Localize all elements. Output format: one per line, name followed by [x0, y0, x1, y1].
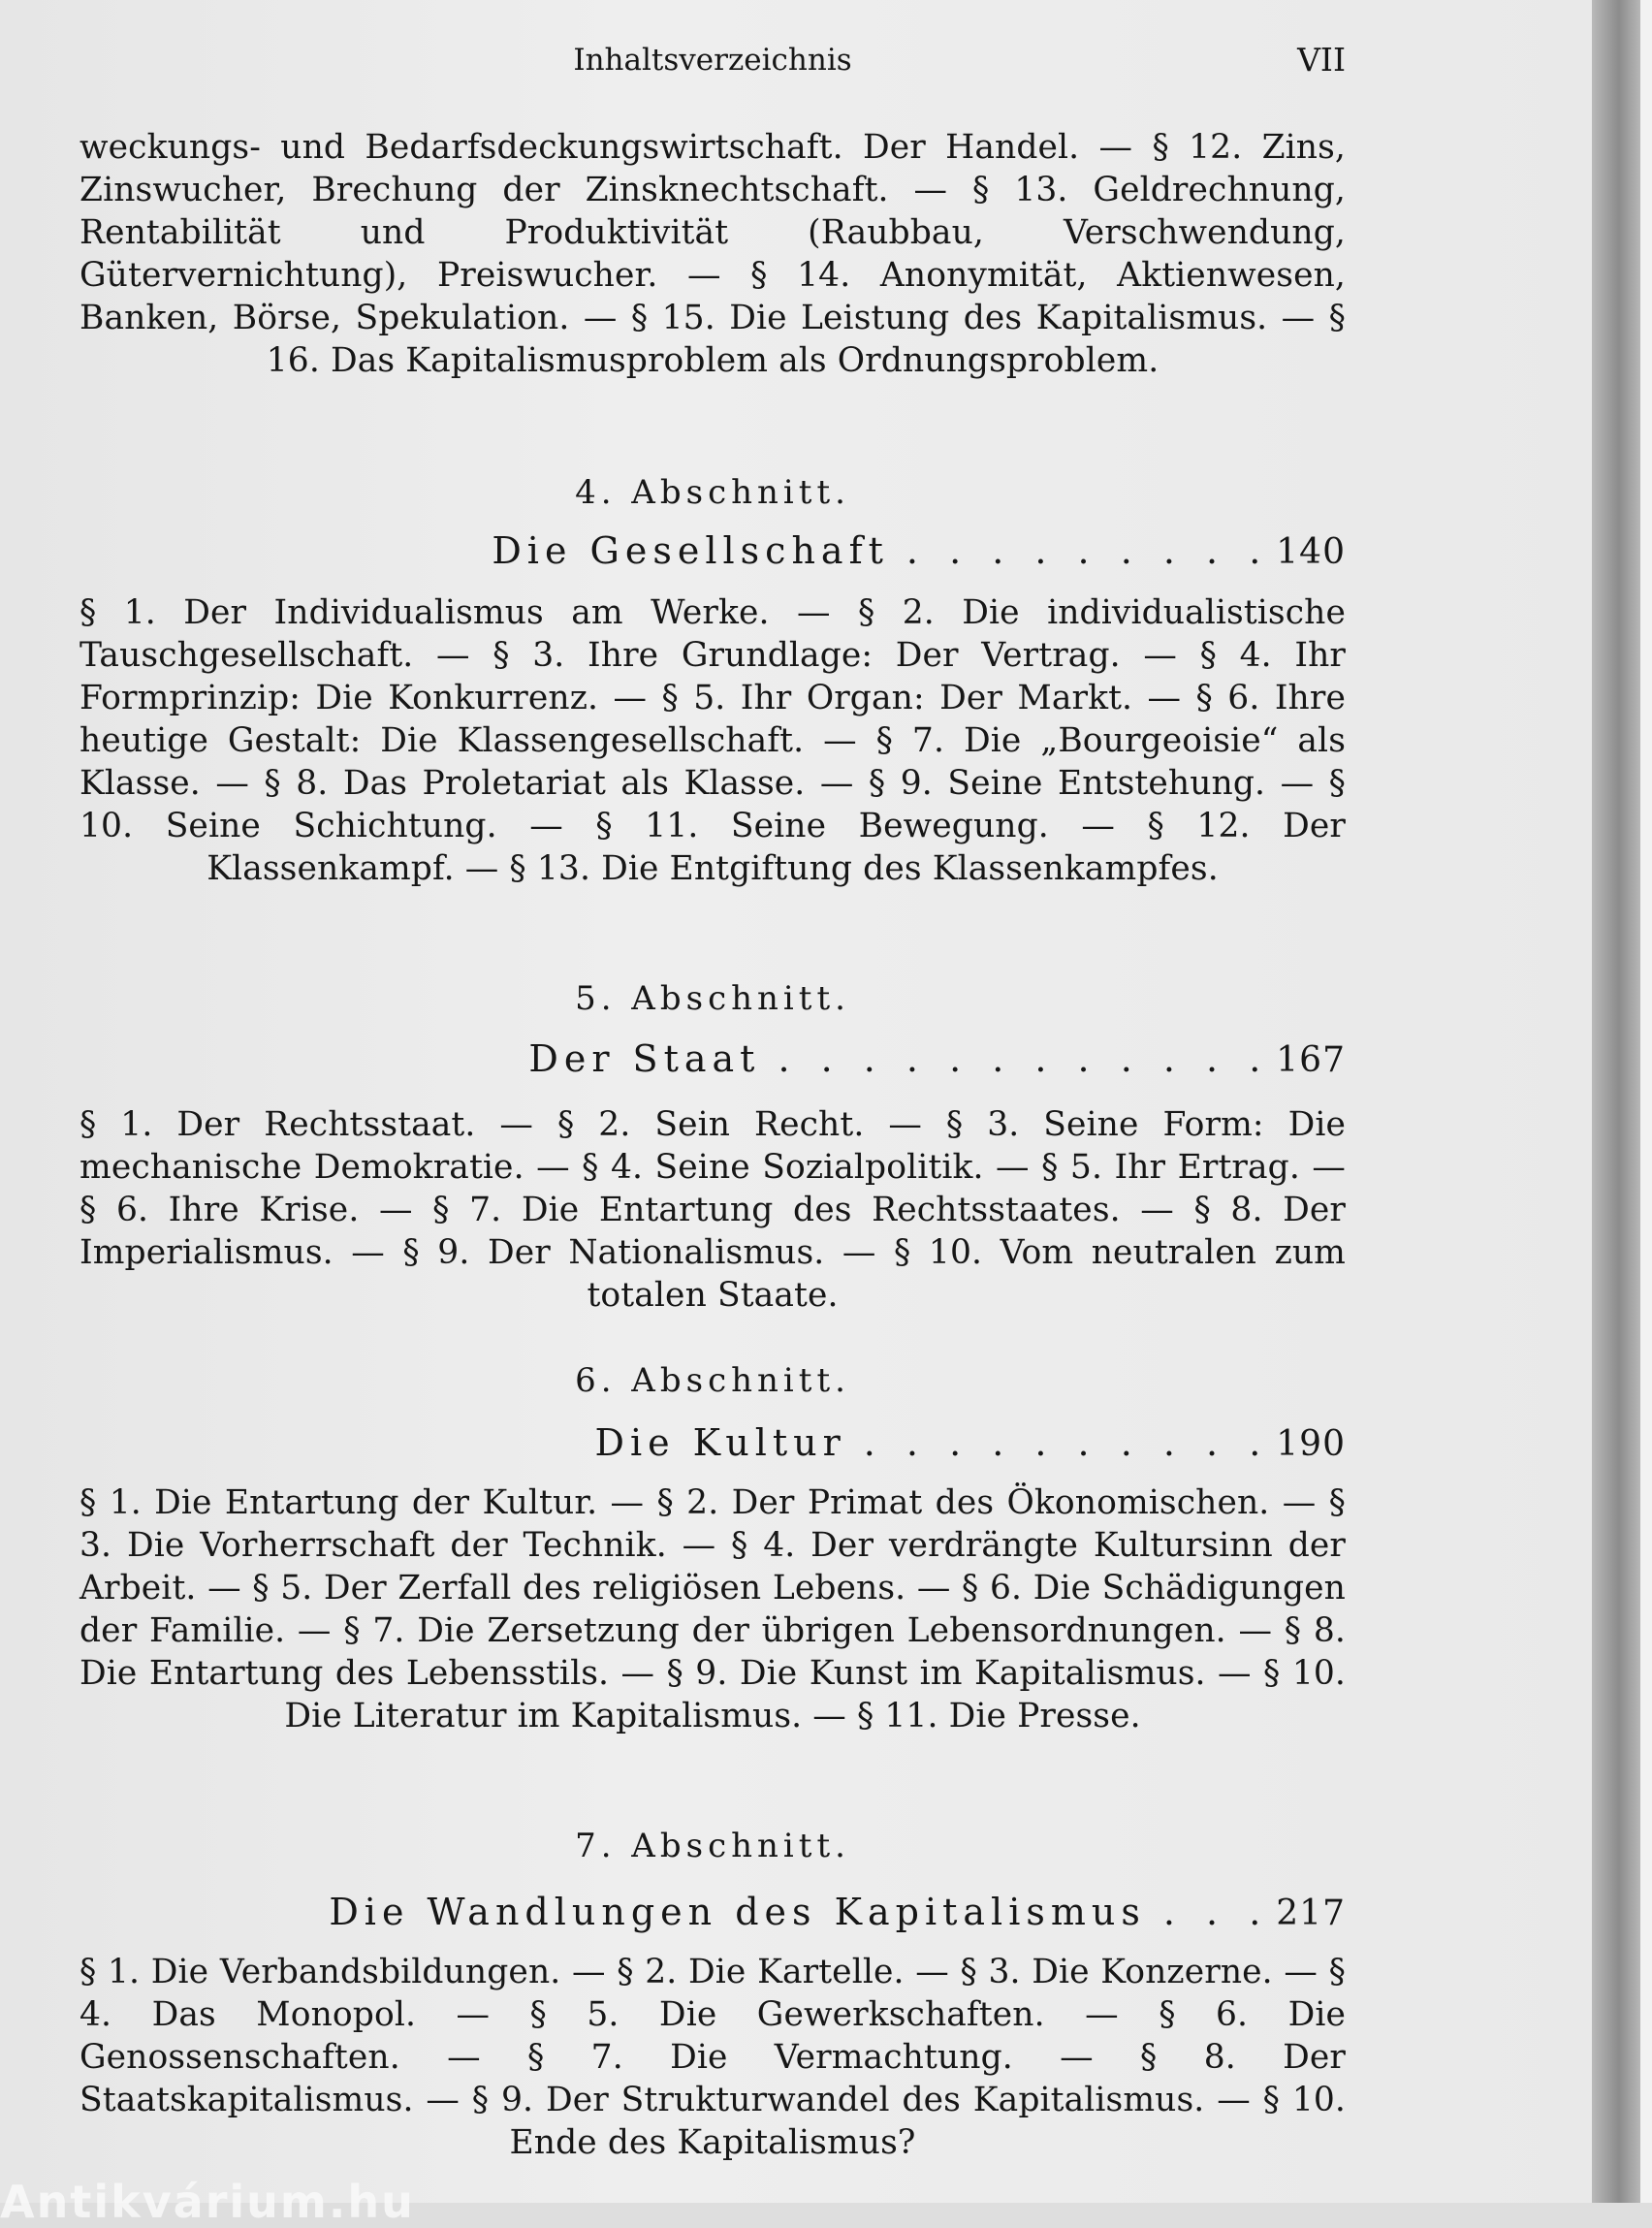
section-5-page: 167: [1276, 1040, 1346, 1080]
section-4-contents: § 1. Der Individualismus am Werke. — § 2. Die individualistische Tauschgesellschaft. — § 3. Ihre Grundlage: Der Vertrag. — § 4. Ihr Formprinzip: Die Konkurrenz. — § 5. Ihr Organ: Der Markt. — § 6. Ihre heutige Gestalt: Die Klassengesellschaft. — § 7. Die „Bourgeoisie“ als Klasse. — § 8. Das Proletariat als Klasse. — § 9. Seine Entstehung. — § 10. Seine Schichtung. — § 11. Seine Bewegung. — § 12. Der Klassenkampf. — § 13. Die Entgiftung des Klassenkampfes.: [79, 593, 1346, 888]
section-7-leader-dots: . . .: [1162, 1891, 1271, 1933]
section-6-title: Die Kultur: [594, 1421, 846, 1464]
section-6-page: 190: [1276, 1424, 1346, 1464]
section-4-leader-dots: . . . . . . . . .: [905, 529, 1271, 572]
section-6-label: 6. Abschnitt.: [575, 1361, 850, 1400]
intro-paragraph: weckungs- und Bedarfsdeckungswirtschaft. Der Handel. — § 12. Zins, Zinswucher, Brechung der Zinsknechtschaft. — § 13. Geldrechnung, Rentabilität und Produktivität (Raubbau, Verschwendung, Gütervernichtung), Preiswucher. — § 14. Anonymität, Aktienwesen, Banken, Börse, Spekulation. — § 15. Die Leistung des Kapitalismus. — § 16. Das Kapitalismusproblem als Ordnungsproblem.: [79, 128, 1346, 380]
section-4-page: 140: [1276, 532, 1346, 572]
section-5-heading: [79, 1037, 1346, 1086]
section-4-heading: [79, 529, 1346, 578]
running-header: [79, 37, 1346, 85]
section-5-label: 5. Abschnitt.: [575, 979, 850, 1018]
page-number: VII: [1297, 41, 1346, 79]
section-6-leader-dots: . . . . . . . . . .: [863, 1421, 1271, 1464]
section-7-page: 217: [1276, 1894, 1346, 1933]
running-title: Inhaltsverzeichnis: [573, 43, 852, 78]
section-6-heading: [79, 1421, 1346, 1470]
section-6-contents: § 1. Die Entartung der Kultur. — § 2. Der Primat des Ökonomischen. — § 3. Die Vorherrschaft der Technik. — § 4. Der verdrängte Kultursinn der Arbeit. — § 5. Der Zerfall des religiösen Lebens. — § 6. Die Schädigungen der Familie. — § 7. Die Zersetzung der übrigen Lebensordnungen. — § 8. Die Entartung des Lebensstils. — § 9. Die Kunst im Kapitalismus. — § 10. Die Literatur im Kapitalismus. — § 11. Die Presse.: [79, 1483, 1346, 1735]
section-7-label: 7. Abschnitt.: [575, 1827, 850, 1865]
section-5-leader-dots: . . . . . . . . . . . .: [778, 1037, 1271, 1080]
page-edge: [1640, 0, 1652, 2203]
section-7-heading: [79, 1891, 1346, 1939]
section-4-label: 4. Abschnitt.: [575, 473, 850, 512]
section-5-contents: § 1. Der Rechtsstaat. — § 2. Sein Recht. — § 3. Seine Form: Die mechanische Demokratie. — § 4. Seine Sozialpolitik. — § 5. Ihr Ertrag. — § 6. Ihre Krise. — § 7. Die Entartung des Rechtsstaates. — § 8. Der Imperialismus. — § 9. Der Nationalismus. — § 10. Vom neutralen zum totalen Staate.: [79, 1105, 1346, 1315]
section-7-title: Die Wandlungen des Kapitalismus: [329, 1891, 1146, 1933]
section-5-title: Der Staat: [528, 1037, 761, 1080]
section-4-title: Die Gesellschaft: [492, 529, 889, 572]
section-7-contents: § 1. Die Verbandsbildungen. — § 2. Die Kartelle. — § 3. Die Konzerne. — § 4. Das Monopol. — § 5. Die Gewerkschaften. — § 6. Die Genossenschaften. — § 7. Die Vermachtung. — § 8. Der Staatskapitalismus. — § 9. Der Strukturwandel des Kapitalismus. — § 10. Ende des Kapitalismus?: [79, 1953, 1346, 2162]
watermark: Antikvárium.hu: [0, 2176, 415, 2228]
